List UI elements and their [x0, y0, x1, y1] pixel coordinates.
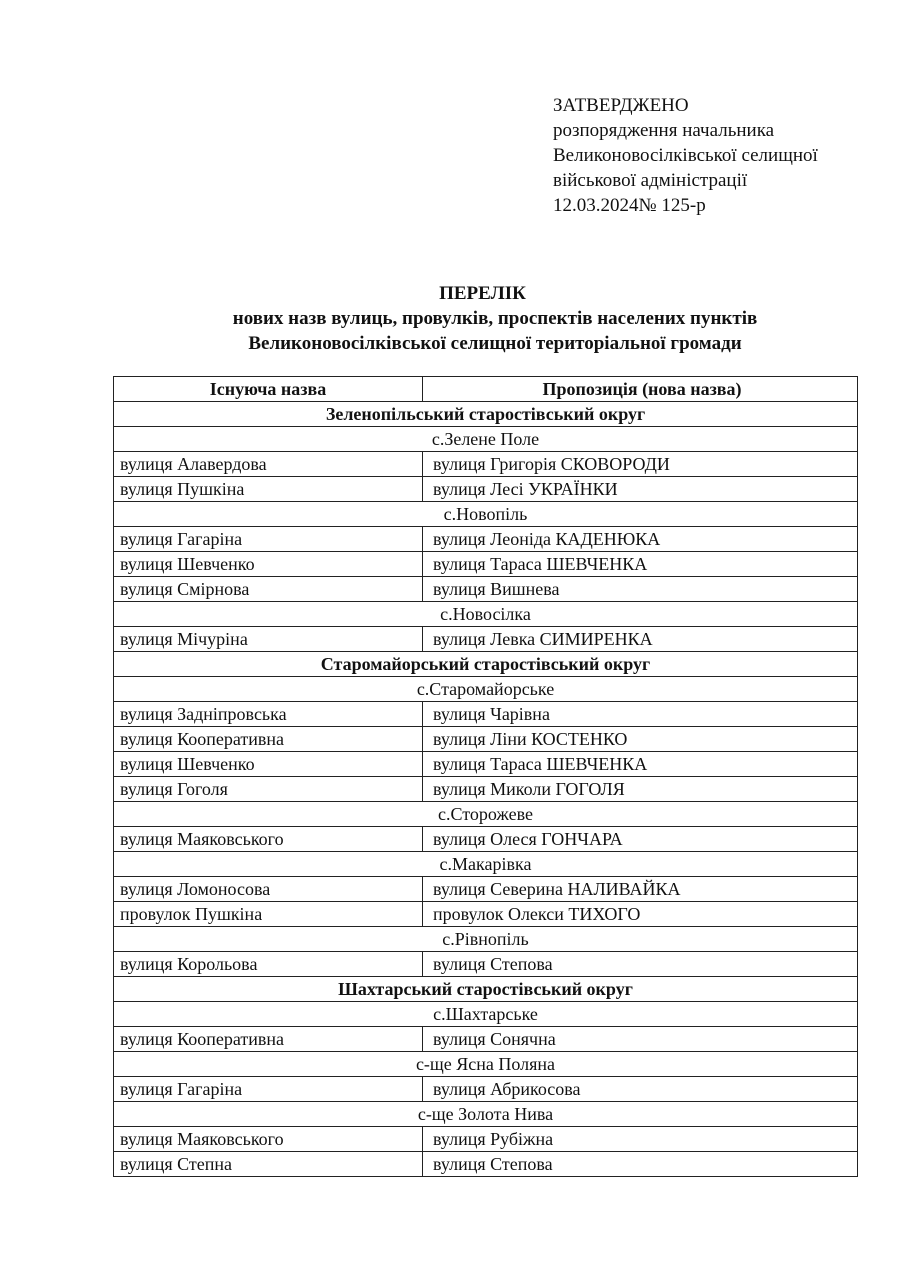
- new-name-cell: провулок Олекси ТИХОГО: [423, 902, 858, 927]
- table-row: [114, 577, 858, 602]
- table-row: [114, 827, 858, 852]
- header-existing-name: Існуюча назва: [114, 377, 423, 402]
- table-row: [114, 477, 858, 502]
- table-header-row: [114, 377, 858, 402]
- settlement-row: [114, 677, 858, 702]
- district-row: [114, 402, 858, 427]
- district-row: [114, 652, 858, 677]
- existing-name-cell: вулиця Степна: [114, 1152, 423, 1177]
- existing-name-cell: вулиця Мічуріна: [114, 627, 423, 652]
- table-row: [114, 527, 858, 552]
- settlement-name: с.Шахтарське: [114, 1002, 858, 1027]
- new-name-cell: вулиця Григорія СКОВОРОДИ: [423, 452, 858, 477]
- approval-date-number: 12.03.2024№ 125-р: [553, 195, 706, 216]
- table-row: [114, 1077, 858, 1102]
- settlement-row: [114, 852, 858, 877]
- new-name-cell: вулиця Чарівна: [423, 702, 858, 727]
- table-row: [114, 777, 858, 802]
- new-name-cell: вулиця Степова: [423, 952, 858, 977]
- existing-name-cell: вулиця Шевченко: [114, 752, 423, 777]
- table-row: [114, 1027, 858, 1052]
- table-row: [114, 1152, 858, 1177]
- existing-name-cell: вулиця Маяковського: [114, 827, 423, 852]
- approval-line: розпорядження начальника: [553, 120, 775, 141]
- district-name: Зеленопільський старостівський округ: [114, 402, 858, 427]
- district-name: Старомайорський старостівський округ: [114, 652, 858, 677]
- document-title: [0, 281, 905, 356]
- existing-name-cell: вулиця Гагаріна: [114, 527, 423, 552]
- existing-name-cell: вулиця Ломоносова: [114, 877, 423, 902]
- table-row: [114, 952, 858, 977]
- settlement-row: [114, 1002, 858, 1027]
- table-row: [114, 1127, 858, 1152]
- new-name-cell: вулиця Рубіжна: [423, 1127, 858, 1152]
- settlement-name: с-ще Ясна Поляна: [114, 1052, 858, 1077]
- table-row: [114, 452, 858, 477]
- existing-name-cell: вулиця Пушкіна: [114, 477, 423, 502]
- table-row: [114, 877, 858, 902]
- settlement-name: с.Сторожеве: [114, 802, 858, 827]
- existing-name-cell: вулиця Кооперативна: [114, 1027, 423, 1052]
- settlement-name: с-ще Золота Нива: [114, 1102, 858, 1127]
- settlement-row: [114, 1052, 858, 1077]
- settlement-row: [114, 927, 858, 952]
- existing-name-cell: вулиця Маяковського: [114, 1127, 423, 1152]
- new-name-cell: вулиця Леоніда КАДЕНЮКА: [423, 527, 858, 552]
- new-name-cell: вулиця Тараса ШЕВЧЕНКА: [423, 552, 858, 577]
- settlement-row: [114, 1102, 858, 1127]
- district-name: Шахтарський старостівський округ: [114, 977, 858, 1002]
- table-row: [114, 627, 858, 652]
- new-name-cell: вулиця Лесі УКРАЇНКИ: [423, 477, 858, 502]
- approval-line: військової адміністрації: [553, 170, 748, 191]
- table-row: [114, 702, 858, 727]
- settlement-name: с.Зелене Поле: [114, 427, 858, 452]
- district-row: [114, 977, 858, 1002]
- table-row: [114, 902, 858, 927]
- new-name-cell: вулиця Абрикосова: [423, 1077, 858, 1102]
- table-row: [114, 552, 858, 577]
- settlement-row: [114, 602, 858, 627]
- table-row: [114, 727, 858, 752]
- street-rename-table: [113, 376, 858, 1177]
- settlement-name: с.Новосілка: [114, 602, 858, 627]
- settlement-row: [114, 802, 858, 827]
- settlement-name: с.Рівнопіль: [114, 927, 858, 952]
- existing-name-cell: вулиця Задніпровська: [114, 702, 423, 727]
- new-name-cell: вулиця Ліни КОСТЕНКО: [423, 727, 858, 752]
- existing-name-cell: вулиця Гоголя: [114, 777, 423, 802]
- existing-name-cell: вулиця Смірнова: [114, 577, 423, 602]
- existing-name-cell: вулиця Алавердова: [114, 452, 423, 477]
- settlement-name: с.Старомайорське: [114, 677, 858, 702]
- new-name-cell: вулиця Миколи ГОГОЛЯ: [423, 777, 858, 802]
- new-name-cell: вулиця Тараса ШЕВЧЕНКА: [423, 752, 858, 777]
- approval-line: Великоновосілківської селищної: [553, 145, 818, 166]
- existing-name-cell: провулок Пушкіна: [114, 902, 423, 927]
- existing-name-cell: вулиця Корольова: [114, 952, 423, 977]
- new-name-cell: вулиця Левка СИМИРЕНКА: [423, 627, 858, 652]
- new-name-cell: вулиця Северина НАЛИВАЙКА: [423, 877, 858, 902]
- new-name-cell: вулиця Сонячна: [423, 1027, 858, 1052]
- existing-name-cell: вулиця Шевченко: [114, 552, 423, 577]
- title-subheading: нових назв вулиць, провулків, проспектів населених пунктів: [232, 308, 758, 329]
- new-name-cell: вулиця Вишнева: [423, 577, 858, 602]
- table-row: [114, 752, 858, 777]
- approval-stamp: [553, 93, 818, 218]
- header-new-name: Пропозиція (нова назва): [423, 377, 858, 402]
- title-heading: ПЕРЕЛІК: [439, 283, 526, 304]
- title-subheading: Великоновосілківської селищної територіальної громади: [248, 333, 742, 354]
- settlement-name: с.Макарівка: [114, 852, 858, 877]
- approval-line: ЗАТВЕРДЖЕНО: [553, 95, 689, 116]
- new-name-cell: вулиця Олеся ГОНЧАРА: [423, 827, 858, 852]
- existing-name-cell: вулиця Гагаріна: [114, 1077, 423, 1102]
- settlement-name: с.Новопіль: [114, 502, 858, 527]
- new-name-cell: вулиця Степова: [423, 1152, 858, 1177]
- settlement-row: [114, 502, 858, 527]
- existing-name-cell: вулиця Кооперативна: [114, 727, 423, 752]
- settlement-row: [114, 427, 858, 452]
